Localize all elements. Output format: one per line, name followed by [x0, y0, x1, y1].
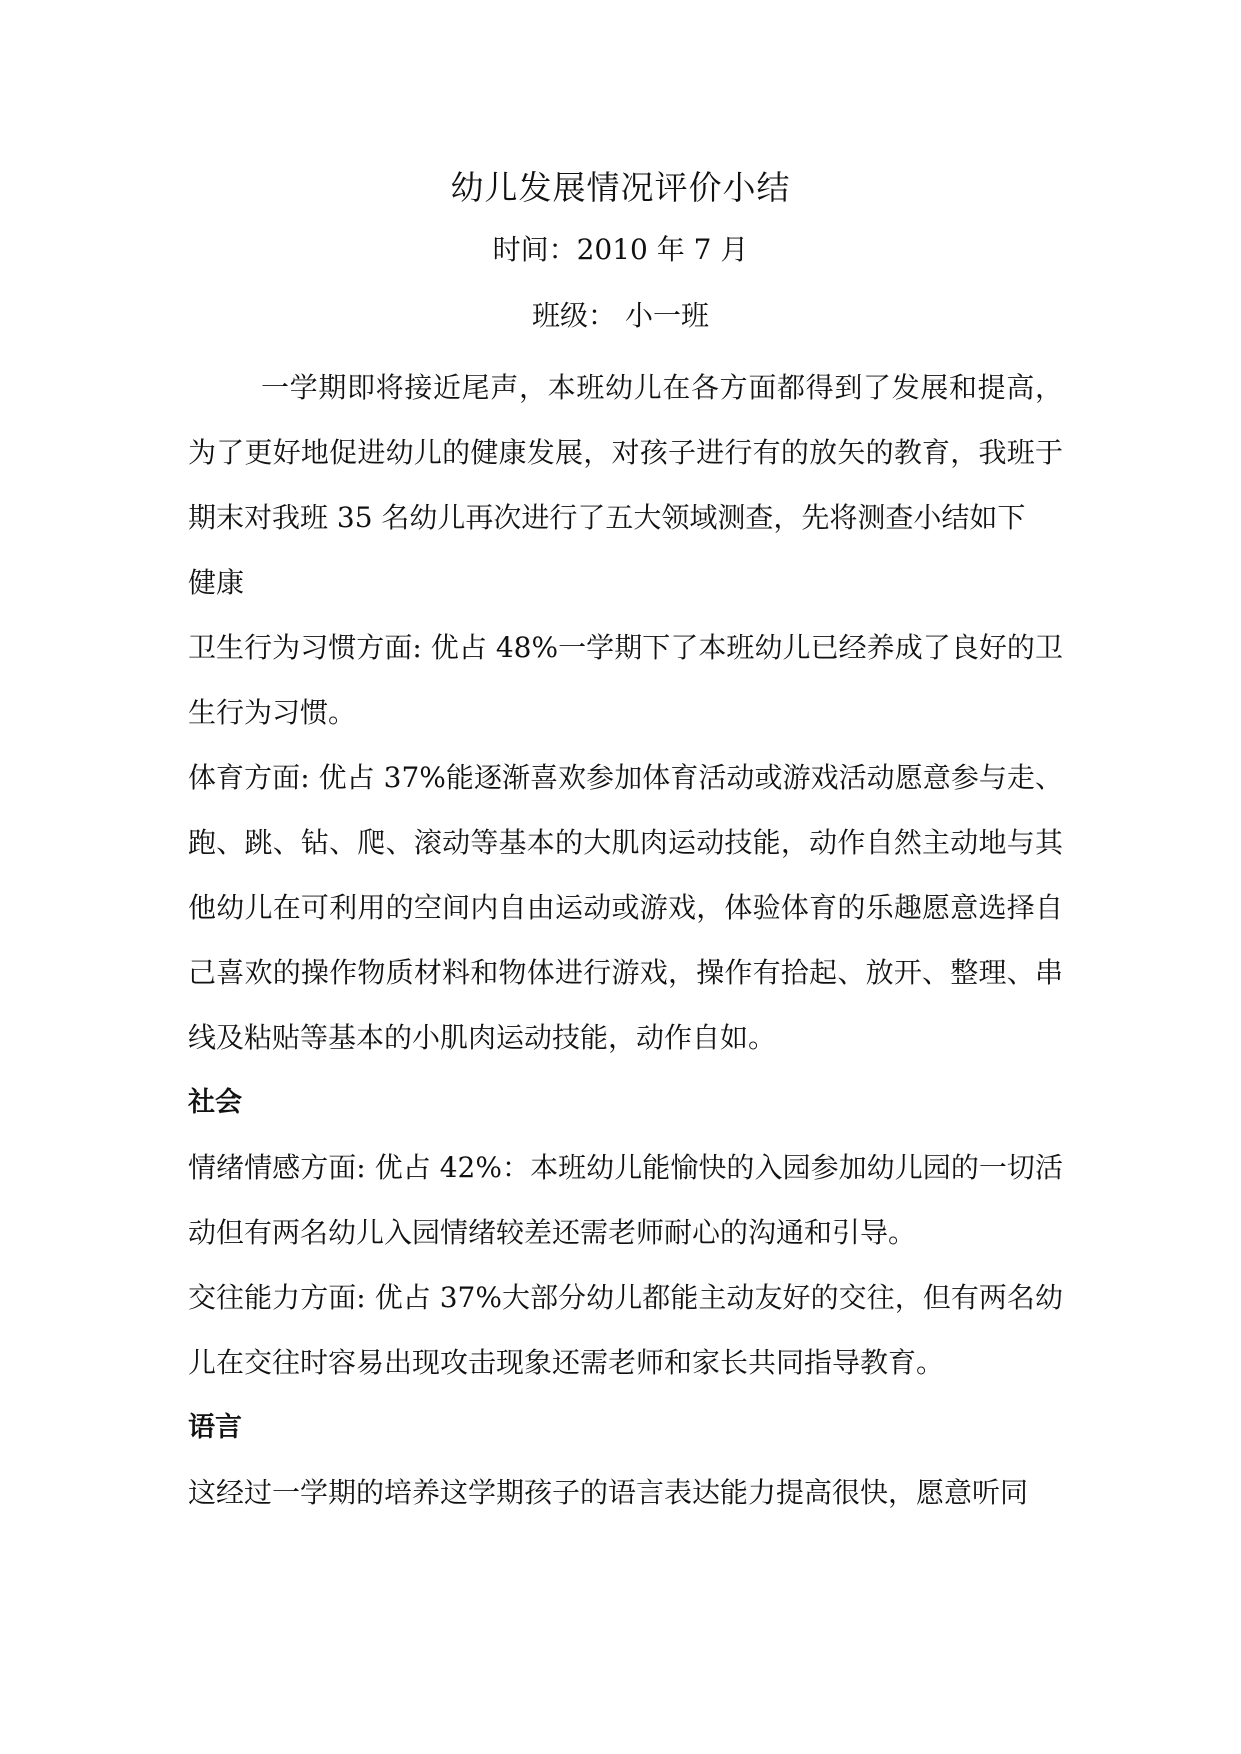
- language-paragraph: 这经过一学期的培养这学期孩子的语言表达能力提高很快，愿意听同: [188, 1476, 1029, 1509]
- document-title: 幼儿发展情况评价小结: [450, 168, 791, 207]
- date-line: 时间：2010 年 7 月: [492, 233, 749, 266]
- section-heading-health: 健康: [188, 566, 245, 599]
- social-interaction-paragraph: 交往能力方面: 优占 37%大部分幼儿都能主动友好的交往，但有两名幼儿在交往时容易出现攻击现象还需老师和家长共同指导教育。: [188, 1281, 1063, 1379]
- section-heading-social: 社会: [188, 1087, 242, 1118]
- class-line: 班级： 小一班: [532, 299, 709, 332]
- health-sports-paragraph: 体育方面: 优占 37%能逐渐喜欢参加体育活动或游戏活动愿意参与走、跑、跳、钻、爬、滚动等基本的大肌肉运动技能，动作自然主动地与其他幼儿在可利用的空间内自由运动或游戏，体验体育的乐趣愿意选择自己喜欢的操作物质材料和物体进行游戏，操作有拾起、放开、整理、串线及粘贴等基本的小肌肉运动技能，动作自如。: [188, 761, 1063, 1054]
- document-body: [188, 355, 1063, 1525]
- social-emotion-paragraph: 情绪情感方面: 优占 42%：本班幼儿能愉快的入园参加幼儿园的一切活动但有两名幼儿入园情绪较差还需老师耐心的沟通和引导。: [188, 1151, 1063, 1249]
- health-hygiene-paragraph: 卫生行为习惯方面: 优占 48%一学期下了本班幼儿已经养成了良好的卫生行为习惯。: [188, 631, 1063, 729]
- section-heading-language: 语言: [188, 1412, 242, 1443]
- intro-paragraph: 一学期即将接近尾声，本班幼儿在各方面都得到了发展和提高，为了更好地促进幼儿的健康发展，对孩子进行有的放矢的教育，我班于期末对我班 35 名幼儿再次进行了五大领域测查，先将测查小结如下: [188, 371, 1063, 534]
